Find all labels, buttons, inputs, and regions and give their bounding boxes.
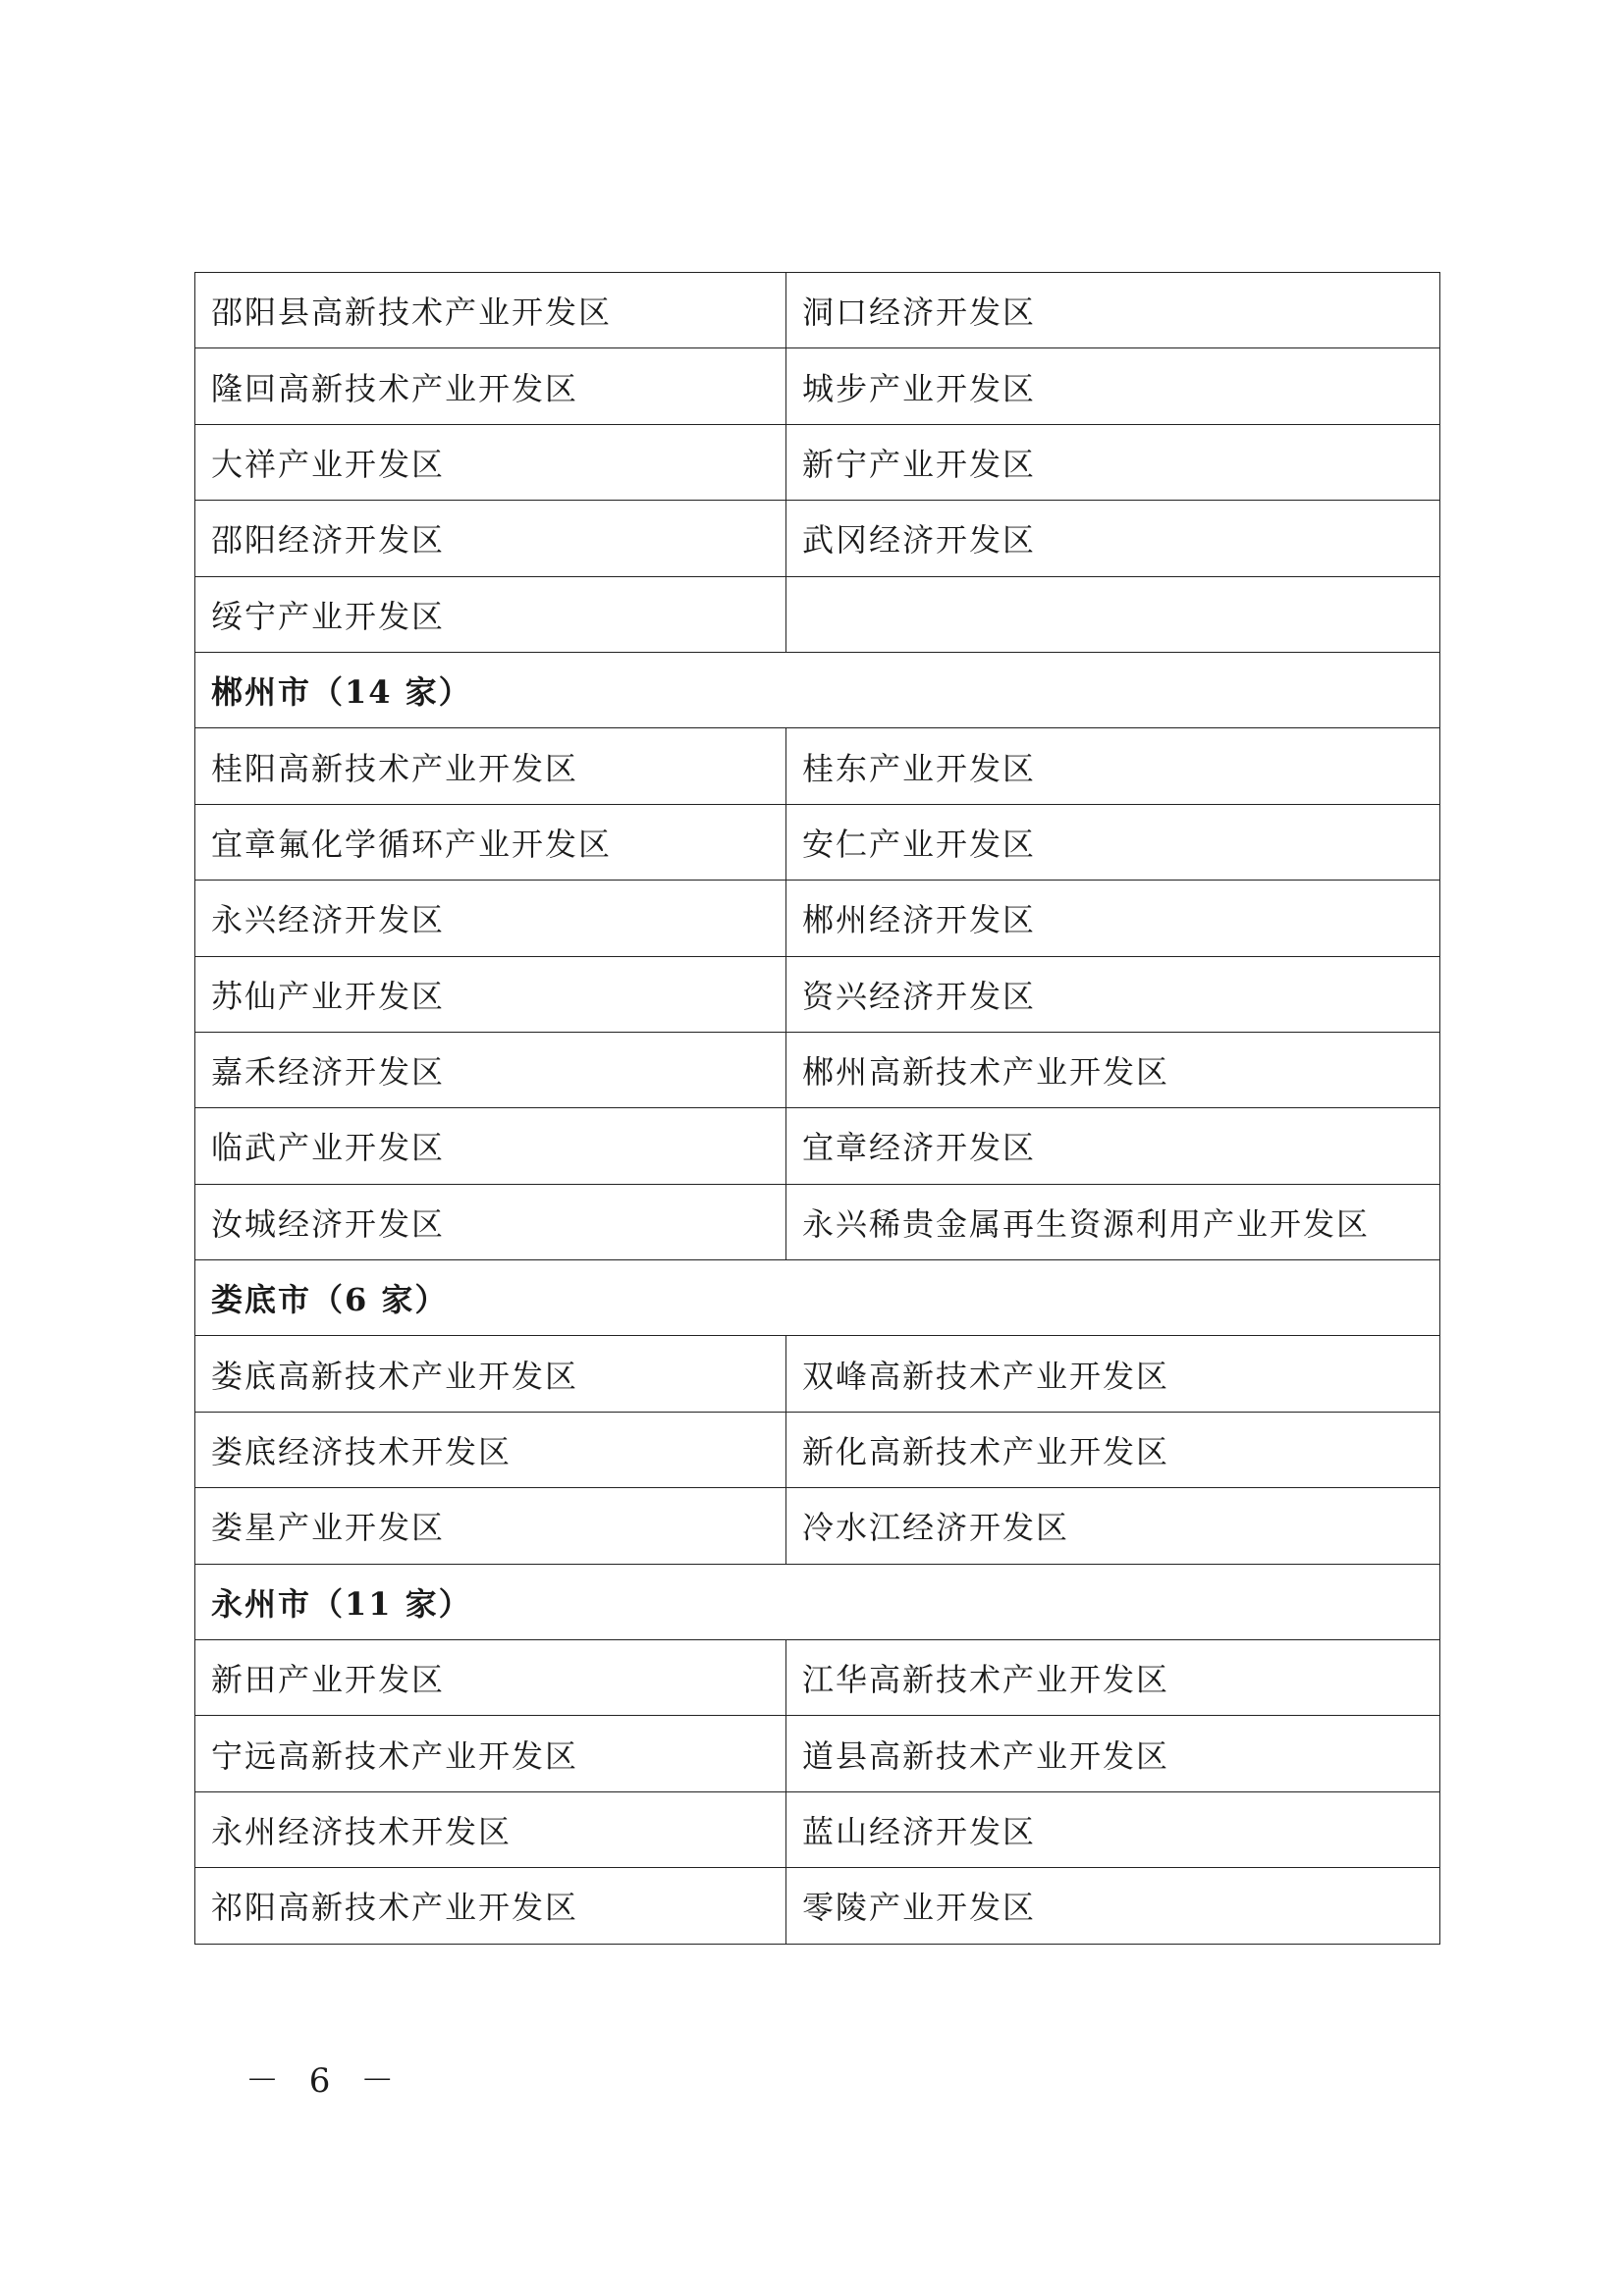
zone-cell-left: 娄星产业开发区 bbox=[195, 1488, 786, 1564]
zone-cell-right: 零陵产业开发区 bbox=[786, 1868, 1440, 1944]
zone-cell-right: 新化高新技术产业开发区 bbox=[786, 1412, 1440, 1487]
table-row bbox=[195, 1184, 1440, 1259]
zone-cell-left: 邵阳县高新技术产业开发区 bbox=[195, 273, 786, 348]
zone-cell-left: 祁阳高新技术产业开发区 bbox=[195, 1868, 786, 1944]
zone-cell-left: 宜章氟化学循环产业开发区 bbox=[195, 804, 786, 880]
city-header-yongzhou: 永州市（11 家） bbox=[195, 1564, 1440, 1639]
zone-cell-left: 苏仙产业开发区 bbox=[195, 956, 786, 1032]
table-row bbox=[195, 501, 1440, 576]
zone-cell-right: 冷水江经济开发区 bbox=[786, 1488, 1440, 1564]
zone-cell-left: 嘉禾经济开发区 bbox=[195, 1032, 786, 1107]
table-row bbox=[195, 576, 1440, 652]
table-row bbox=[195, 1640, 1440, 1716]
zone-cell-right: 新宁产业开发区 bbox=[786, 424, 1440, 500]
zone-cell-right: 洞口经济开发区 bbox=[786, 273, 1440, 348]
zone-cell-right: 武冈经济开发区 bbox=[786, 501, 1440, 576]
table-row bbox=[195, 424, 1440, 500]
table-row bbox=[195, 273, 1440, 348]
zone-cell-left: 汝城经济开发区 bbox=[195, 1184, 786, 1259]
table-row bbox=[195, 956, 1440, 1032]
city-header-loudi: 娄底市（6 家） bbox=[195, 1260, 1440, 1336]
zone-cell-right: 江华高新技术产业开发区 bbox=[786, 1640, 1440, 1716]
zone-cell-left: 绥宁产业开发区 bbox=[195, 576, 786, 652]
zone-cell-left: 桂阳高新技术产业开发区 bbox=[195, 728, 786, 804]
zone-cell-right: 宜章经济开发区 bbox=[786, 1108, 1440, 1184]
city-header-row bbox=[195, 1564, 1440, 1639]
table-row bbox=[195, 1108, 1440, 1184]
zone-cell-right: 郴州高新技术产业开发区 bbox=[786, 1032, 1440, 1107]
table-row bbox=[195, 1791, 1440, 1867]
zone-cell-left: 隆回高新技术产业开发区 bbox=[195, 348, 786, 424]
zone-cell-left: 娄底高新技术产业开发区 bbox=[195, 1336, 786, 1412]
zone-cell-right: 郴州经济开发区 bbox=[786, 881, 1440, 956]
table-row bbox=[195, 1336, 1440, 1412]
zone-cell-left: 永兴经济开发区 bbox=[195, 881, 786, 956]
city-header-row bbox=[195, 1260, 1440, 1336]
table-row bbox=[195, 1716, 1440, 1791]
zone-cell-left: 邵阳经济开发区 bbox=[195, 501, 786, 576]
zone-cell-right: 蓝山经济开发区 bbox=[786, 1791, 1440, 1867]
table-row bbox=[195, 804, 1440, 880]
zone-cell-left: 永州经济技术开发区 bbox=[195, 1791, 786, 1867]
zone-cell-left: 临武产业开发区 bbox=[195, 1108, 786, 1184]
development-zone-table bbox=[194, 272, 1440, 1945]
zone-cell-left: 大祥产业开发区 bbox=[195, 424, 786, 500]
table-row bbox=[195, 1032, 1440, 1107]
zone-cell-right: 资兴经济开发区 bbox=[786, 956, 1440, 1032]
zone-cell-right: 桂东产业开发区 bbox=[786, 728, 1440, 804]
table-row bbox=[195, 881, 1440, 956]
table-row bbox=[195, 1868, 1440, 1944]
zone-cell-right: 城步产业开发区 bbox=[786, 348, 1440, 424]
table-row bbox=[195, 728, 1440, 804]
city-header-row bbox=[195, 652, 1440, 727]
zone-cell-left: 新田产业开发区 bbox=[195, 1640, 786, 1716]
table-row bbox=[195, 1412, 1440, 1487]
zone-cell-left: 娄底经济技术开发区 bbox=[195, 1412, 786, 1487]
zone-cell-left: 宁远高新技术产业开发区 bbox=[195, 1716, 786, 1791]
table-row bbox=[195, 348, 1440, 424]
city-header-chenzhou: 郴州市（14 家） bbox=[195, 652, 1440, 727]
zone-cell-right bbox=[786, 576, 1440, 652]
table-body bbox=[195, 273, 1440, 1945]
zone-cell-right: 道县高新技术产业开发区 bbox=[786, 1716, 1440, 1791]
table-row bbox=[195, 1488, 1440, 1564]
zone-cell-right: 安仁产业开发区 bbox=[786, 804, 1440, 880]
zone-cell-right: 双峰高新技术产业开发区 bbox=[786, 1336, 1440, 1412]
zone-cell-right: 永兴稀贵金属再生资源利用产业开发区 bbox=[786, 1184, 1440, 1259]
page-number: － 6 － bbox=[245, 2061, 405, 2101]
